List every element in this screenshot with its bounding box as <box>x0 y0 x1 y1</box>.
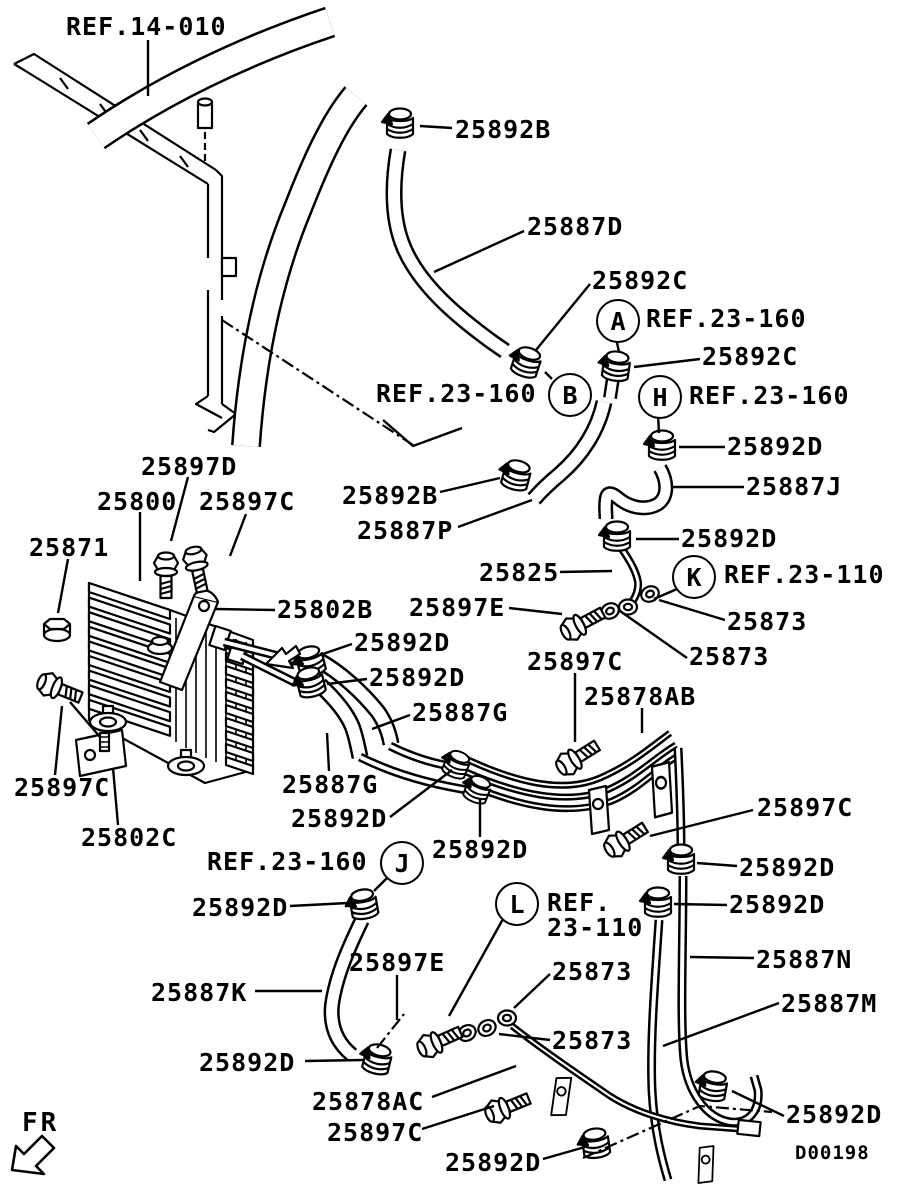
part-label: 25887K <box>151 978 248 1007</box>
part-label: 25897C <box>757 793 854 822</box>
part-label: 25873 <box>727 607 808 636</box>
part-label: 25878AB <box>584 682 697 711</box>
part-label: 25897E <box>409 593 506 622</box>
part-label: 25892B <box>342 481 439 510</box>
callout-circle-L: L <box>495 882 539 926</box>
part-label: 25892D <box>786 1100 883 1129</box>
part-label: 23-110 <box>547 913 644 942</box>
fr-indicator: FR <box>22 1108 60 1138</box>
part-label: REF. <box>547 888 612 917</box>
callout-circle-H: H <box>638 375 682 419</box>
part-label: 25897D <box>141 452 238 481</box>
part-label: REF.23-160 <box>376 379 537 408</box>
part-label: 25802B <box>277 595 374 624</box>
hose-25887K <box>332 920 362 1055</box>
part-label: REF.14-010 <box>66 12 227 41</box>
part-label: 25887D <box>527 212 624 241</box>
callout-circle-J: J <box>380 841 424 885</box>
part-label: 25892D <box>739 853 836 882</box>
part-label: REF.23-160 <box>207 847 368 876</box>
part-label: 25871 <box>29 533 110 562</box>
part-label: 25892D <box>369 663 466 692</box>
callout-circle-B: B <box>548 373 592 417</box>
part-label: REF.23-160 <box>689 381 850 410</box>
part-label: 25897C <box>14 773 111 802</box>
part-label: 25873 <box>689 642 770 671</box>
hose-25887D <box>394 150 505 351</box>
part-label: 25825 <box>479 558 560 587</box>
part-label: 25892C <box>702 342 799 371</box>
oil-cooler <box>76 583 296 783</box>
part-label: 25892D <box>727 432 824 461</box>
part-label: 25887G <box>282 770 379 799</box>
part-label: 25897C <box>327 1118 424 1147</box>
fr-arrow-icon <box>12 1136 54 1174</box>
callout-circle-A: A <box>596 299 640 343</box>
part-label: 25897C <box>527 647 624 676</box>
part-label: 25892C <box>592 266 689 295</box>
part-label: 25892D <box>729 890 826 919</box>
part-label: 25892D <box>681 524 778 553</box>
part-label: 25887P <box>357 516 454 545</box>
part-label: 25897C <box>199 487 296 516</box>
callout-circle-K: K <box>672 555 716 599</box>
part-label: 25892D <box>199 1048 296 1077</box>
part-label: 25887N <box>756 945 853 974</box>
part-label: 25887J <box>746 472 843 501</box>
part-label: 25887G <box>412 698 509 727</box>
part-label: 25892D <box>354 628 451 657</box>
part-label: REF.23-110 <box>724 560 885 589</box>
part-label: 25892D <box>432 835 529 864</box>
part-label: 25802C <box>81 823 178 852</box>
part-label: REF.23-160 <box>646 304 807 333</box>
part-label: 25892D <box>192 893 289 922</box>
part-label: 25892D <box>291 804 388 833</box>
center-lines <box>222 320 772 1158</box>
drawing-number: D00198 <box>795 1142 870 1164</box>
part-label: 25873 <box>552 957 633 986</box>
part-label: 25878AC <box>312 1087 425 1116</box>
part-label: 25887M <box>781 989 878 1018</box>
part-label: 25873 <box>552 1026 633 1055</box>
part-label: 25892D <box>445 1148 542 1177</box>
part-label: 25892B <box>455 115 552 144</box>
part-label: 25897E <box>349 948 446 977</box>
part-label: 25800 <box>97 487 178 516</box>
